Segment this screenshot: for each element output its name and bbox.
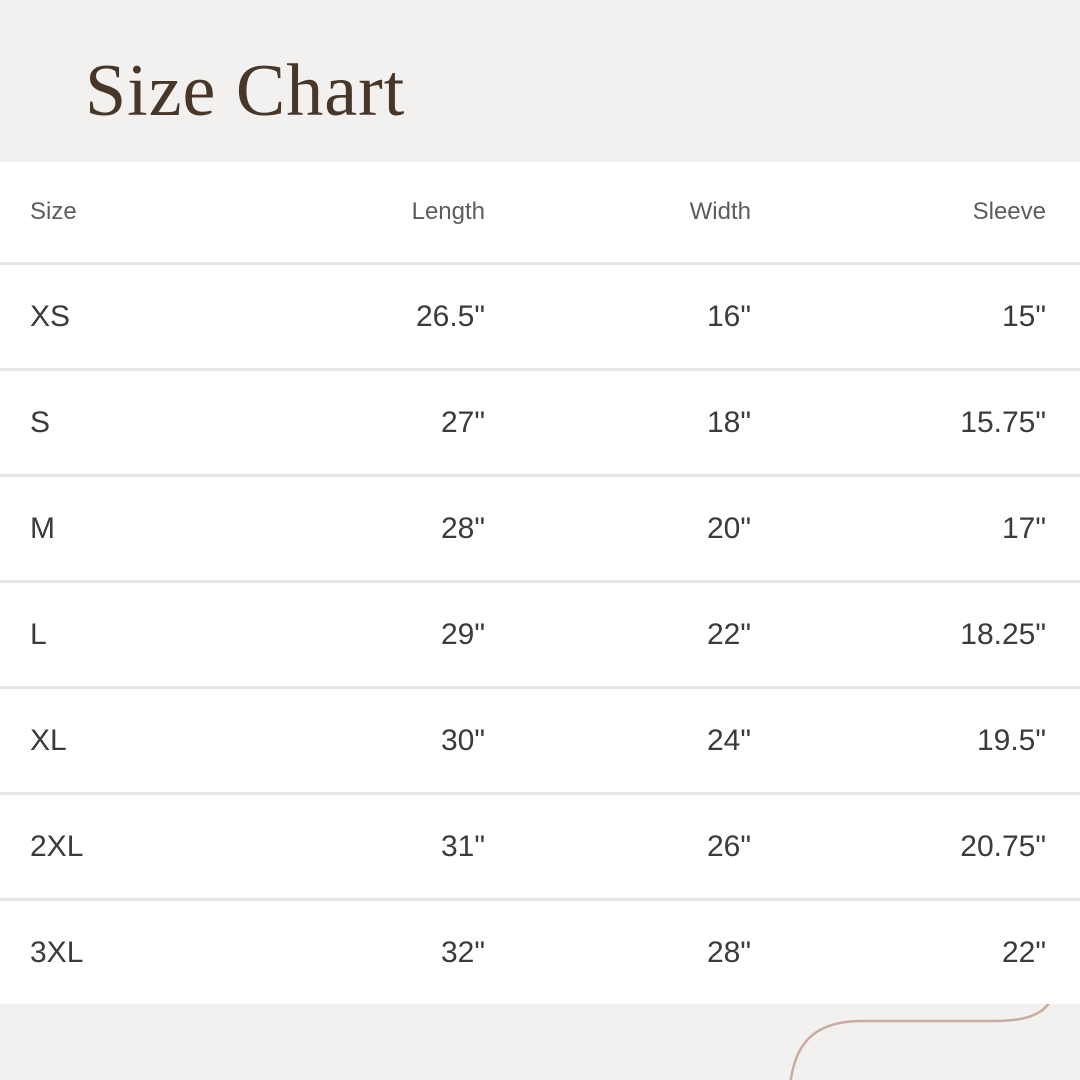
table-row-xs [0,264,1080,370]
cell-size: XL [0,688,215,794]
column-header-size: Size [0,162,215,264]
cell-length: 26.5" [215,264,485,370]
cell-size: XS [0,264,215,370]
curve-line [789,1004,1059,1080]
cell-length: 27" [215,370,485,476]
cell-sleeve: 15.75" [751,370,1080,476]
cell-length: 28" [215,476,485,582]
table-row-s [0,370,1080,476]
cell-sleeve: 22" [1001,935,1046,969]
cell-size: S [0,370,215,476]
decorative-corner-curve [0,1004,1080,1080]
cell-size: 2XL [0,794,215,900]
cell-width: 22" [485,582,751,688]
cell-width: 20" [485,476,751,582]
cell-length: 32" [440,935,485,969]
cell-width: 18" [485,370,751,476]
cell-sleeve: 17" [751,476,1080,582]
cell-length: 30" [215,688,485,794]
cell-sleeve: 15" [751,264,1080,370]
cell-size: 3XL [30,935,84,969]
cell-width: 24" [485,688,751,794]
table-row-xl [0,688,1080,794]
size-table [0,162,1080,1004]
table-row-m [0,476,1080,582]
cell-sleeve: 20.75" [751,794,1080,900]
footer-band [0,1004,1080,1080]
cell-width: 28" [706,935,751,969]
size-table-container [0,162,1080,1004]
table-header-row [0,162,1080,264]
page-title: Size Chart [85,50,406,132]
cell-width: 26" [485,794,751,900]
table-row-2xl [0,794,1080,900]
cell-size: L [0,582,215,688]
column-header-length: Length [215,162,485,264]
cell-length: 31" [215,794,485,900]
cell-length: 29" [215,582,485,688]
cell-size: M [0,476,215,582]
cell-width: 16" [485,264,751,370]
column-header-width: Width [485,162,751,264]
cell-sleeve: 18.25" [751,582,1080,688]
cell-sleeve: 19.5" [751,688,1080,794]
column-header-sleeve: Sleeve [751,162,1080,264]
table-row-l [0,582,1080,688]
table-row-3xl [0,900,1080,1005]
header-band [0,0,1080,162]
